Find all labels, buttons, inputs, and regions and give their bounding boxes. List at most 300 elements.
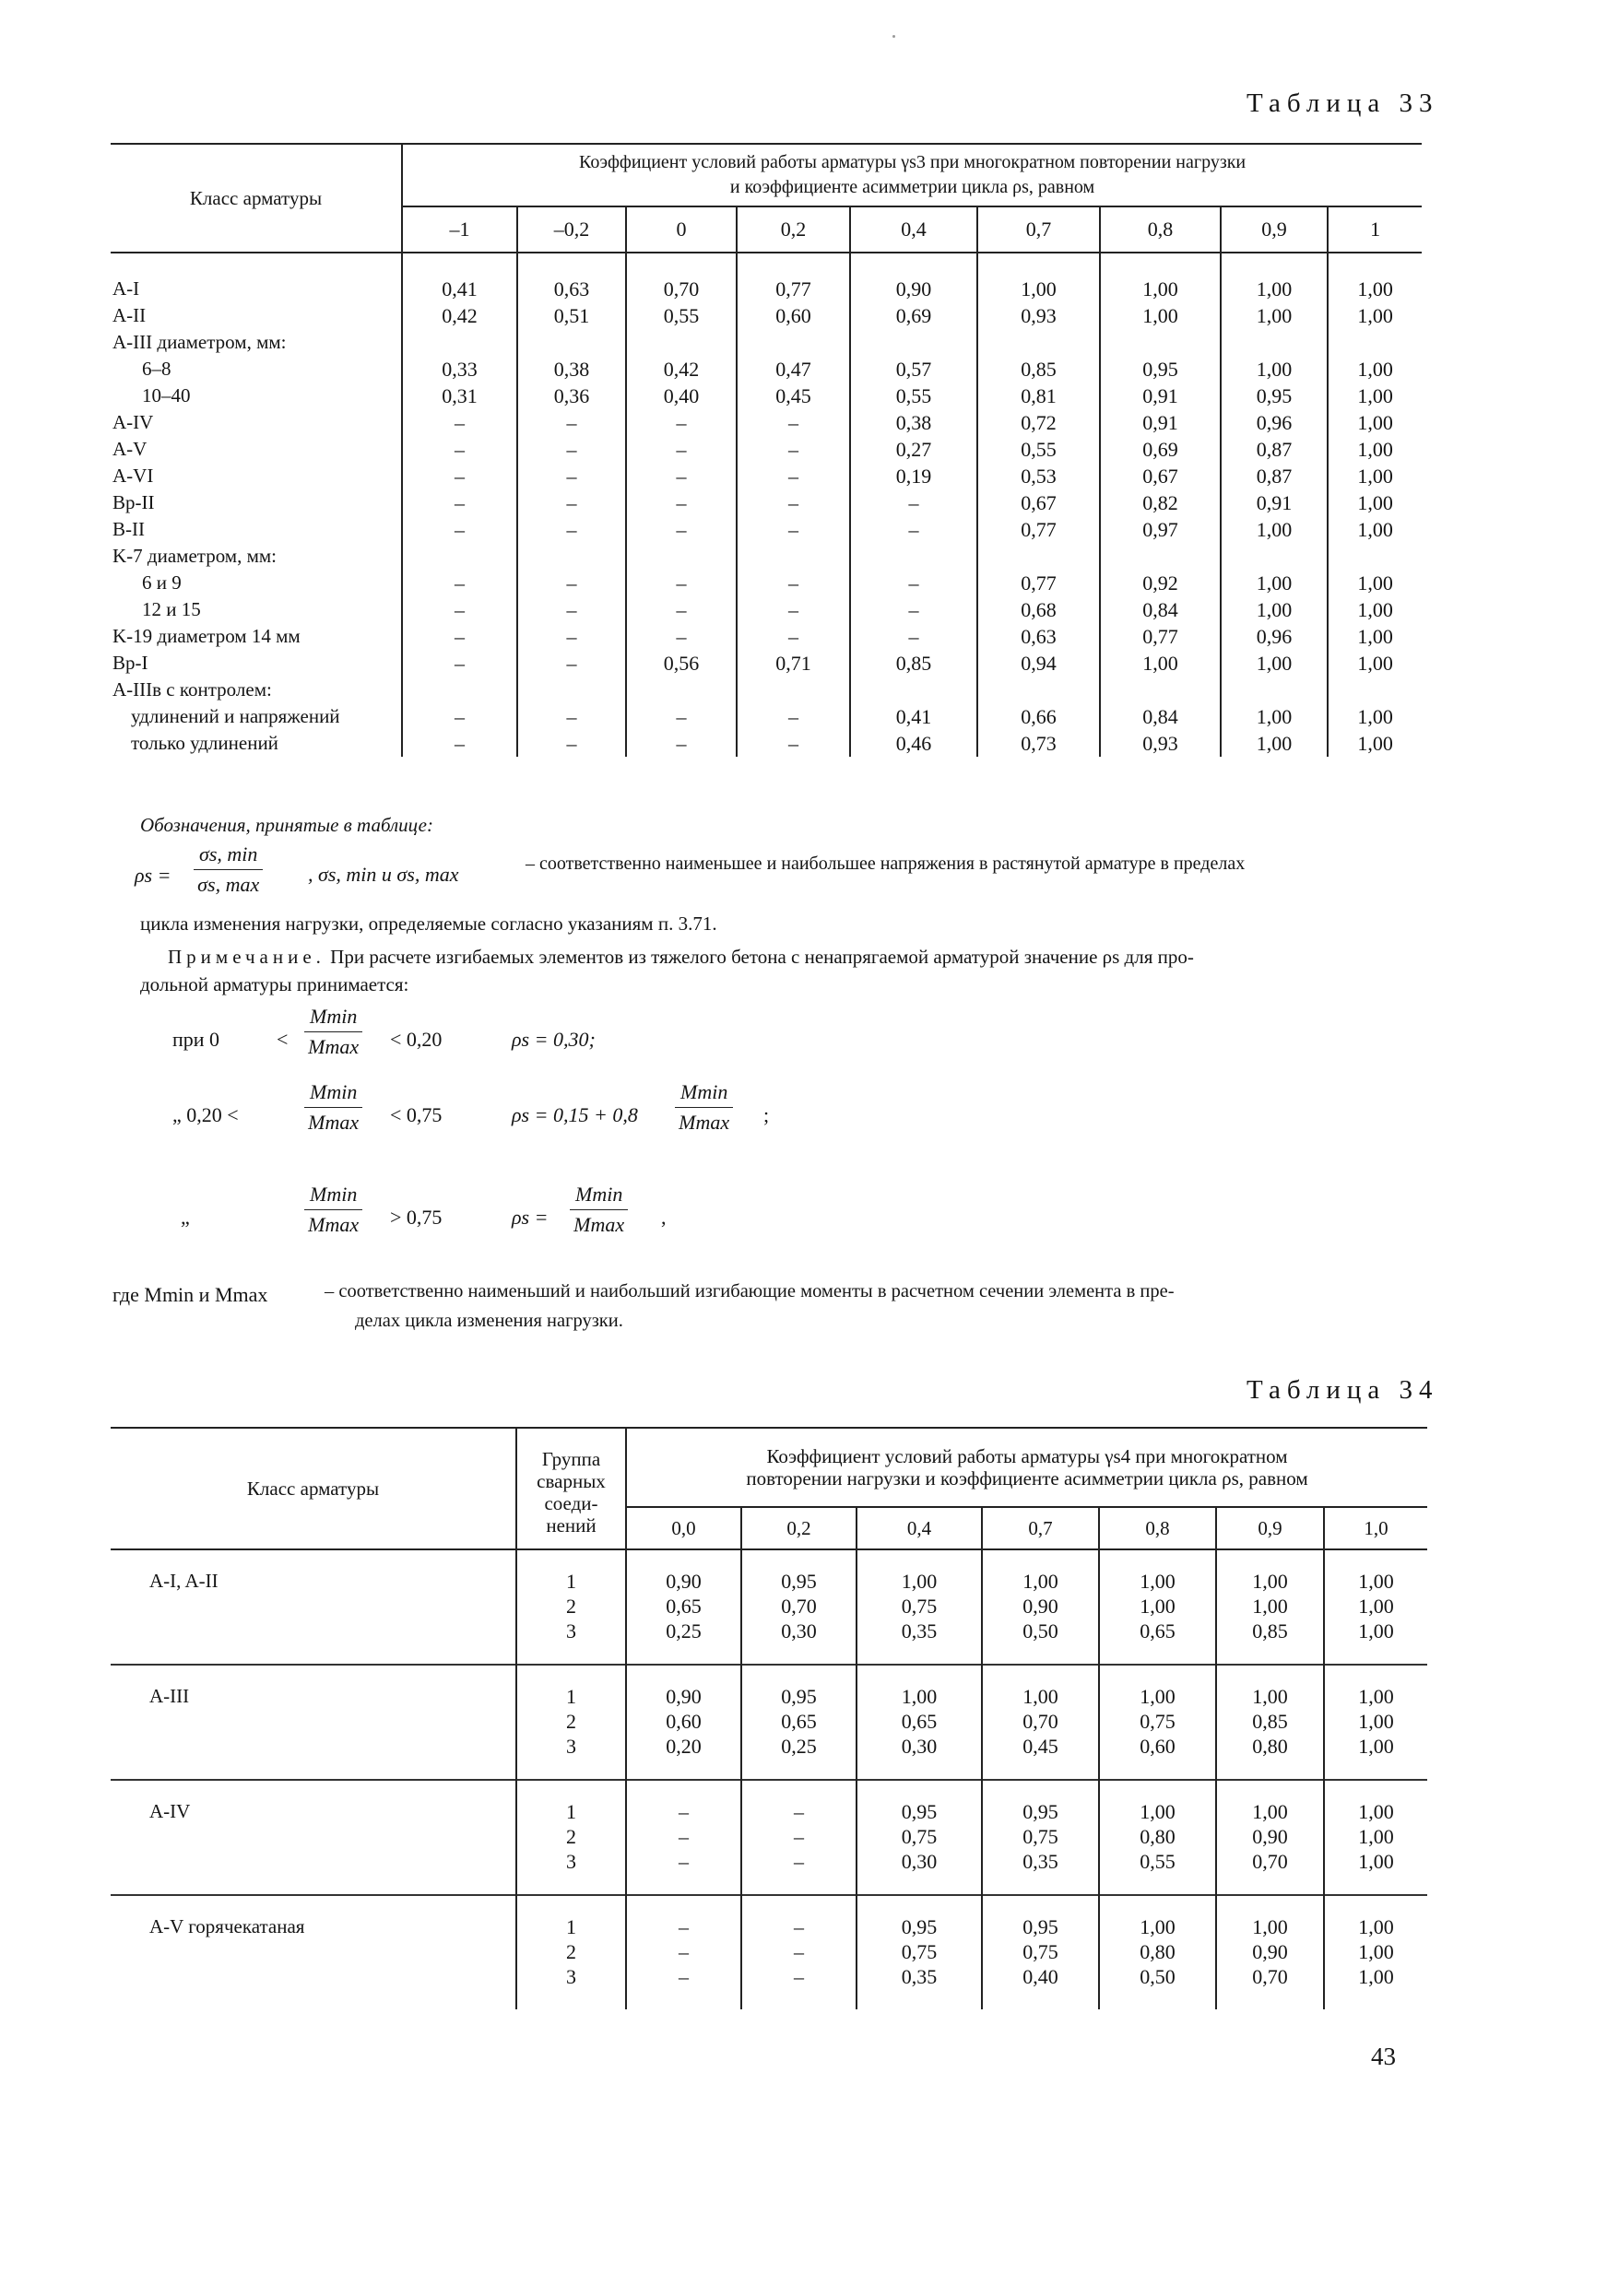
table-cell	[982, 1549, 1099, 1665]
table-cell	[982, 1780, 1099, 1895]
table-cell: –	[517, 463, 626, 489]
sigma-symbols: , σs, min и σs, max	[308, 863, 459, 886]
table-row	[111, 677, 1422, 703]
table-cell: 1,00	[1100, 253, 1221, 302]
table-cell: 0,90	[850, 253, 977, 302]
cell-value: 0,90	[1022, 1595, 1058, 1618]
fraction-denominator: Mmax	[573, 1213, 625, 1236]
table-33-body	[111, 253, 1422, 757]
table-cell: 0,73	[977, 730, 1100, 757]
formula3-fraction	[304, 1183, 362, 1237]
table-cell: 1,00	[1221, 516, 1328, 543]
table-cell	[737, 677, 850, 703]
fraction-numerator: Mmin	[675, 1080, 733, 1108]
cell-value: 0,35	[1022, 1850, 1058, 1873]
group-number: 3	[566, 1735, 576, 1758]
table-cell: –	[402, 650, 517, 677]
table-cell	[517, 677, 626, 703]
cell-value: 0,40	[1022, 1965, 1058, 1988]
cell-value: 1,00	[1358, 1965, 1394, 1988]
row-label: только удлинений	[131, 732, 278, 754]
coef-header-line1: Коэффициент условий работы арматуры γs3 при многократном повторении нагрузки	[578, 152, 1247, 172]
fraction-numerator: Mmin	[570, 1183, 628, 1210]
table-cell: –	[402, 623, 517, 650]
table-cell: 1,00	[1328, 650, 1422, 677]
cell-value: 1,00	[1358, 1685, 1394, 1708]
cell-value: 0,75	[901, 1825, 938, 1848]
table-cell: 0,60	[737, 302, 850, 329]
table-row	[111, 1895, 1427, 2009]
table-cell: 1,00	[1328, 463, 1422, 489]
cell-value: –	[679, 1915, 689, 1938]
table-34-coef-header	[626, 1428, 1427, 1507]
table-cell	[1324, 1665, 1427, 1780]
table-cell: 0,96	[1221, 623, 1328, 650]
formula1-result: ρs = 0,30;	[512, 1028, 596, 1051]
row-label: K-19 диаметром 14 мм	[112, 625, 301, 647]
cell-value: 1,00	[1252, 1685, 1288, 1708]
cell-value: 0,75	[901, 1595, 938, 1618]
row-label: A-I	[112, 277, 140, 300]
table-cell: –	[737, 463, 850, 489]
table-cell: 1,00	[1328, 253, 1422, 302]
group-number: 2	[566, 1940, 576, 1963]
table-cell: –	[626, 596, 737, 623]
formula1-lt: <	[277, 1028, 289, 1051]
cell-value: 0,75	[1022, 1825, 1058, 1848]
table-row	[111, 570, 1422, 596]
row-label: удлинений и напряжений	[131, 705, 340, 727]
table-cell: –	[402, 489, 517, 516]
formula2-prefix: „ 0,20 <	[172, 1103, 239, 1126]
cell-value: 0,65	[666, 1595, 702, 1618]
table-cell	[1100, 543, 1221, 570]
table-cell: –	[626, 703, 737, 730]
table-cell: 1,00	[1328, 703, 1422, 730]
formula3-end: ,	[661, 1206, 667, 1229]
table-cell	[741, 1665, 857, 1780]
table-cell: –	[737, 596, 850, 623]
table-cell	[1216, 1665, 1324, 1780]
cell-value: 0,30	[901, 1735, 938, 1758]
table-cell: –	[850, 570, 977, 596]
cell-value: 0,65	[781, 1710, 817, 1733]
rho-header: 0,8	[1099, 1507, 1216, 1549]
cell-value: 0,55	[1140, 1850, 1176, 1873]
table-cell: 0,85	[977, 356, 1100, 383]
cell-value: 0,75	[1140, 1710, 1176, 1733]
table-cell: 0,77	[977, 516, 1100, 543]
table-cell: 0,97	[1100, 516, 1221, 543]
where-symbols: где Mmin и Mmax	[112, 1283, 268, 1306]
table-cell	[741, 1780, 857, 1895]
table-row	[111, 302, 1422, 329]
cell-value: 0,25	[666, 1619, 702, 1643]
table-cell: 0,91	[1100, 409, 1221, 436]
cell-value: 1,00	[1358, 1735, 1394, 1758]
row-label: A-IV	[111, 1780, 516, 1895]
table-cell: 1,00	[1328, 356, 1422, 383]
formula3-fraction-right	[570, 1183, 628, 1237]
table-cell	[1100, 329, 1221, 356]
rho-header: 0,9	[1216, 1507, 1324, 1549]
cell-value: –	[679, 1940, 689, 1963]
table-34-group-header	[516, 1428, 626, 1549]
table-cell: –	[402, 703, 517, 730]
rho-header: 0,8	[1100, 206, 1221, 253]
table-cell	[1100, 677, 1221, 703]
cell-value: –	[794, 1850, 804, 1873]
table-cell: –	[517, 623, 626, 650]
row-label: A-V	[112, 438, 148, 460]
table-cell: 0,93	[1100, 730, 1221, 757]
fraction-denominator: σs, max	[197, 873, 260, 896]
table-cell	[737, 329, 850, 356]
cell-value: 0,95	[901, 1915, 938, 1938]
table-cell: 0,33	[402, 356, 517, 383]
table-cell: 1,00	[1328, 570, 1422, 596]
table-cell	[857, 1665, 982, 1780]
table-cell: 0,77	[1100, 623, 1221, 650]
group-cell	[516, 1780, 626, 1895]
cell-value: 1,00	[901, 1685, 938, 1708]
table-cell: –	[850, 596, 977, 623]
cell-value: 0,65	[901, 1710, 938, 1733]
rho-header: 0,7	[977, 206, 1100, 253]
cell-value: 0,50	[1022, 1619, 1058, 1643]
table-cell: 1,00	[1328, 409, 1422, 436]
table-cell: 1,00	[1221, 596, 1328, 623]
table-cell	[1216, 1780, 1324, 1895]
table-row	[111, 329, 1422, 356]
cell-value: 0,80	[1140, 1825, 1176, 1848]
table-cell: –	[517, 650, 626, 677]
table-cell: 1,00	[1221, 356, 1328, 383]
rho-header: 0,9	[1221, 206, 1328, 253]
table-row	[111, 703, 1422, 730]
table-cell	[1099, 1780, 1216, 1895]
table-cell: 1,00	[1221, 570, 1328, 596]
cell-value: 0,30	[781, 1619, 817, 1643]
table-cell	[982, 1895, 1099, 2009]
cell-value: 0,90	[666, 1570, 702, 1593]
table-cell	[1216, 1549, 1324, 1665]
cell-value: 1,00	[1140, 1800, 1176, 1823]
fraction-numerator: Mmin	[304, 1005, 362, 1032]
table-cell	[850, 543, 977, 570]
table-cell	[1324, 1780, 1427, 1895]
table-row	[111, 1549, 1427, 1665]
table-cell: 1,00	[1328, 383, 1422, 409]
group-number: 2	[566, 1710, 576, 1733]
table-cell: 1,00	[1221, 703, 1328, 730]
table-cell: 0,47	[737, 356, 850, 383]
table-cell	[402, 543, 517, 570]
row-label: 10–40	[142, 384, 191, 406]
table-cell	[1221, 329, 1328, 356]
cell-value: 0,60	[1140, 1735, 1176, 1758]
table-cell: –	[737, 516, 850, 543]
table-cell	[977, 329, 1100, 356]
table-cell	[626, 1549, 741, 1665]
table-cell: 0,55	[850, 383, 977, 409]
cell-value: 0,70	[1252, 1965, 1288, 1988]
table-row	[111, 543, 1422, 570]
formula3-result: ρs =	[512, 1206, 549, 1229]
cell-value: 0,75	[901, 1940, 938, 1963]
rho-header: 1	[1328, 206, 1422, 253]
cell-value: 1,00	[1252, 1915, 1288, 1938]
row-label: 6 и 9	[142, 571, 182, 594]
table-row	[111, 516, 1422, 543]
table-cell	[626, 1895, 741, 2009]
row-label: A-IIIв с контролем:	[112, 678, 272, 701]
table-cell: 0,95	[1221, 383, 1328, 409]
rho-header: 0,0	[626, 1507, 741, 1549]
table-cell	[1328, 677, 1422, 703]
table-cell: 1,00	[1328, 489, 1422, 516]
table-cell: –	[626, 570, 737, 596]
table-cell: –	[626, 436, 737, 463]
table-row	[111, 596, 1422, 623]
where-text: – соответственно наименьший и наибольший изгибающие моменты в расчетном сечении элемента в пре-	[325, 1281, 1175, 1301]
table-cell: 0,56	[626, 650, 737, 677]
table-cell	[857, 1549, 982, 1665]
table-cell: 0,38	[517, 356, 626, 383]
cell-value: 1,00	[1358, 1619, 1394, 1643]
rho-fraction	[194, 842, 263, 897]
table-cell: 0,77	[737, 253, 850, 302]
table-row	[111, 409, 1422, 436]
table-cell	[1324, 1549, 1427, 1665]
table-cell	[626, 677, 737, 703]
table-cell: –	[402, 409, 517, 436]
table-cell	[977, 677, 1100, 703]
fraction-numerator: σs, min	[194, 842, 263, 870]
table-cell: 0,45	[737, 383, 850, 409]
table-cell: 0,31	[402, 383, 517, 409]
note-text: При расчете изгибаемых элементов из тяжелого бетона с ненапрягаемой арматурой значение ρs для про-	[330, 946, 1194, 968]
table-cell: 0,63	[517, 253, 626, 302]
designation-definition-cont: цикла изменения нагрузки, определяемые согласно указаниям п. 3.71.	[140, 913, 717, 935]
table-cell: 0,41	[850, 703, 977, 730]
table-row	[111, 730, 1422, 757]
group-header-line: нений	[546, 1514, 597, 1537]
table-cell: –	[626, 516, 737, 543]
designation-definition: – соответственно наименьшее и наибольшее напряжения в растянутой арматуре в пределах	[526, 854, 1246, 874]
cell-value: 0,50	[1140, 1965, 1176, 1988]
cell-value: 0,45	[1022, 1735, 1058, 1758]
table-cell: 0,91	[1221, 489, 1328, 516]
cell-value: –	[679, 1825, 689, 1848]
table-cell: 0,42	[626, 356, 737, 383]
group-header-line: сварных	[537, 1470, 606, 1492]
table-cell: 0,82	[1100, 489, 1221, 516]
cell-value: –	[794, 1800, 804, 1823]
cell-value: –	[794, 1940, 804, 1963]
cell-value: 0,90	[666, 1685, 702, 1708]
group-number: 1	[566, 1685, 576, 1708]
cell-value: 0,85	[1252, 1619, 1288, 1643]
coef-header-line2: повторении нагрузки и коэффициенте асимметрии цикла ρs, равном	[746, 1467, 1308, 1489]
group-header-line: Группа	[541, 1448, 601, 1470]
note-paragraph	[168, 943, 1194, 971]
cell-value: 1,00	[1140, 1685, 1176, 1708]
table-cell: 0,38	[850, 409, 977, 436]
cell-value: 1,00	[1358, 1800, 1394, 1823]
rho-header: –0,2	[517, 206, 626, 253]
group-cell	[516, 1895, 626, 2009]
table-cell	[1324, 1895, 1427, 2009]
table-33-caption: Таблица 33	[1247, 88, 1439, 118]
coef-header-line1: Коэффициент условий работы арматуры γs4 при многократном	[766, 1445, 1288, 1467]
cell-value: 0,85	[1252, 1710, 1288, 1733]
table-cell: 0,36	[517, 383, 626, 409]
table-cell: 0,94	[977, 650, 1100, 677]
table-cell: –	[517, 596, 626, 623]
table-cell: 1,00	[1328, 596, 1422, 623]
table-cell: –	[626, 489, 737, 516]
table-33-class-header: Класс арматуры	[111, 144, 402, 253]
table-33	[111, 143, 1422, 757]
cell-value: 0,30	[901, 1850, 938, 1873]
cell-value: 1,00	[1358, 1570, 1394, 1593]
table-cell: 1,00	[1221, 302, 1328, 329]
cell-value: 1,00	[1252, 1570, 1288, 1593]
cell-value: 0,70	[781, 1595, 817, 1618]
table-cell: –	[737, 489, 850, 516]
table-cell: 0,27	[850, 436, 977, 463]
table-cell: 1,00	[977, 253, 1100, 302]
table-row	[111, 1665, 1427, 1780]
where-text-cont: делах цикла изменения нагрузки.	[355, 1311, 623, 1331]
rho-header: 0	[626, 206, 737, 253]
table-33-coef-header	[402, 144, 1422, 206]
group-number: 2	[566, 1825, 576, 1848]
table-cell: –	[850, 516, 977, 543]
rho-symbol: ρs =	[135, 864, 171, 887]
table-cell: 0,57	[850, 356, 977, 383]
table-cell: 1,00	[1100, 650, 1221, 677]
table-cell: 0,40	[626, 383, 737, 409]
formula1-fraction	[304, 1005, 362, 1059]
formula2-fraction	[304, 1080, 362, 1135]
cell-value: –	[679, 1850, 689, 1873]
table-cell: –	[517, 730, 626, 757]
cell-value: 1,00	[1358, 1825, 1394, 1848]
table-row	[111, 650, 1422, 677]
row-label: A-II	[112, 304, 147, 326]
cell-value: 0,25	[781, 1735, 817, 1758]
cell-value: –	[794, 1825, 804, 1848]
table-cell: 0,46	[850, 730, 977, 757]
table-row	[111, 489, 1422, 516]
formula3-rhs: > 0,75	[390, 1206, 443, 1229]
table-cell	[741, 1895, 857, 2009]
cell-value: 1,00	[1358, 1940, 1394, 1963]
table-cell	[402, 329, 517, 356]
table-cell	[517, 329, 626, 356]
cell-value: 1,00	[901, 1570, 938, 1593]
table-cell: 0,42	[402, 302, 517, 329]
table-cell: 0,92	[1100, 570, 1221, 596]
page-number: 43	[1371, 2043, 1396, 2070]
formula2-fraction-right	[675, 1080, 733, 1135]
table-cell: –	[626, 463, 737, 489]
table-cell	[857, 1780, 982, 1895]
table-cell: 0,93	[977, 302, 1100, 329]
group-number: 1	[566, 1800, 576, 1823]
group-cell	[516, 1665, 626, 1780]
table-cell	[1216, 1895, 1324, 2009]
fraction-numerator: Mmin	[304, 1080, 362, 1108]
table-cell	[977, 543, 1100, 570]
table-cell: 1,00	[1328, 730, 1422, 757]
table-cell: –	[402, 730, 517, 757]
table-cell: –	[517, 489, 626, 516]
table-cell: –	[402, 596, 517, 623]
row-label: B-II	[112, 518, 145, 540]
table-cell: –	[737, 623, 850, 650]
group-number: 3	[566, 1619, 576, 1643]
table-cell	[626, 1665, 741, 1780]
designations-title: Обозначения, принятые в таблице:	[140, 814, 433, 836]
table-cell: 1,00	[1100, 302, 1221, 329]
fraction-denominator: Mmax	[308, 1213, 360, 1236]
cell-value: –	[679, 1800, 689, 1823]
cell-value: –	[794, 1915, 804, 1938]
table-row	[111, 436, 1422, 463]
table-cell: –	[626, 623, 737, 650]
table-cell: 1,00	[1221, 253, 1328, 302]
table-cell: 0,81	[977, 383, 1100, 409]
table-cell: 0,77	[977, 570, 1100, 596]
cell-value: 0,90	[1252, 1825, 1288, 1848]
formula1-rhs: < 0,20	[390, 1028, 443, 1051]
table-cell: 0,67	[977, 489, 1100, 516]
table-cell	[626, 1780, 741, 1895]
table-cell: 0,69	[850, 302, 977, 329]
cell-value: 1,00	[1252, 1595, 1288, 1618]
table-cell	[850, 329, 977, 356]
formula1-prefix: при 0	[172, 1028, 220, 1051]
table-cell: –	[402, 463, 517, 489]
table-row	[111, 253, 1422, 302]
group-number: 3	[566, 1850, 576, 1873]
table-cell	[741, 1549, 857, 1665]
cell-value: –	[794, 1965, 804, 1988]
cell-value: 0,95	[781, 1685, 817, 1708]
cell-value: 0,20	[666, 1735, 702, 1758]
table-cell	[737, 543, 850, 570]
row-label: K-7 диаметром, мм:	[112, 545, 277, 567]
fraction-denominator: Mmax	[308, 1035, 360, 1058]
cell-value: 0,65	[1140, 1619, 1176, 1643]
cell-value: 0,80	[1140, 1940, 1176, 1963]
table-cell: –	[737, 703, 850, 730]
table-cell: 0,84	[1100, 596, 1221, 623]
group-header-line: соеди-	[544, 1492, 598, 1514]
cell-value: 0,35	[901, 1619, 938, 1643]
table-cell: –	[517, 436, 626, 463]
table-cell: 1,00	[1328, 623, 1422, 650]
table-cell: –	[517, 703, 626, 730]
formula2-rhs: < 0,75	[390, 1103, 443, 1126]
table-cell	[982, 1665, 1099, 1780]
cell-value: 1,00	[1140, 1915, 1176, 1938]
table-cell	[626, 329, 737, 356]
table-cell	[1099, 1665, 1216, 1780]
